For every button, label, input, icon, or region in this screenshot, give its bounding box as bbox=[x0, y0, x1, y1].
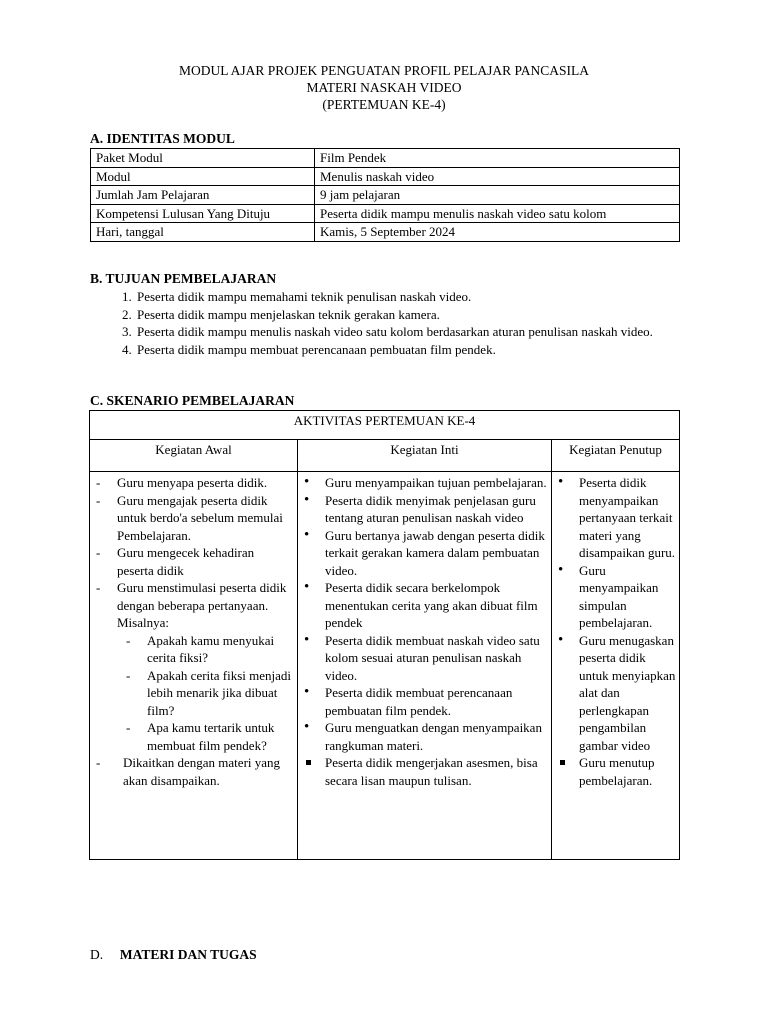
list-item bbox=[552, 754, 677, 789]
table-row bbox=[91, 204, 680, 223]
kegiatan-awal-sublist bbox=[117, 632, 293, 755]
list-item-text: Peserta didik mengerjakan asesmen, bisa secara lisan maupun tulisan. bbox=[325, 755, 538, 788]
kegiatan-penutup-list bbox=[552, 474, 679, 754]
list-item: • Peserta didik membuat perencanaan pembuatan film pendek. bbox=[298, 684, 547, 719]
list-item-text: Guru menstimulasi peserta didik dengan beberapa pertanyaan. Misalnya: bbox=[117, 580, 287, 630]
list-item: • Peserta didik secara berkelompok menentukan cerita yang akan dibuat film pendek bbox=[298, 579, 547, 632]
square-bullet-icon bbox=[560, 760, 565, 765]
identitas-key: Kompetensi Lulusan Yang Dituju bbox=[91, 204, 315, 223]
list-item: • Guru menguatkan dengan menyampaikan rangkuman materi. bbox=[298, 719, 547, 754]
section-b-heading: B. TUJUAN PEMBELAJARAN bbox=[90, 271, 277, 286]
list-item: - Guru menyapa peserta didik. bbox=[90, 474, 293, 492]
identitas-key: Hari, tanggal bbox=[91, 223, 315, 242]
identitas-value: Film Pendek bbox=[315, 149, 680, 168]
section-c-heading: C. SKENARIO PEMBELAJARAN bbox=[90, 393, 295, 408]
skenario-table bbox=[89, 410, 680, 860]
kegiatan-inti-list-2 bbox=[298, 754, 551, 789]
section-d-letter: D. bbox=[90, 947, 104, 962]
table-row bbox=[91, 186, 680, 205]
doc-title-line3: (PERTEMUAN KE-4) bbox=[322, 97, 446, 112]
list-item: • Peserta didik menyimak penjelasan guru tentang aturan penulisan naskah video bbox=[298, 492, 547, 527]
list-item: - Apakah kamu menyukai cerita fiksi? bbox=[117, 632, 293, 667]
list-item: - Guru mengecek kehadiran peserta didik bbox=[90, 544, 293, 579]
list-item: - Apakah cerita fiksi menjadi lebih menarik jika dibuat film? bbox=[117, 667, 293, 720]
identitas-key: Paket Modul bbox=[91, 149, 315, 168]
kegiatan-awal-list bbox=[90, 474, 297, 789]
identitas-value: Menulis naskah video bbox=[315, 167, 680, 186]
column-header-penutup: Kegiatan Penutup bbox=[552, 440, 680, 472]
identitas-table bbox=[90, 148, 680, 242]
kegiatan-penutup-cell bbox=[552, 472, 680, 860]
kegiatan-inti-cell bbox=[298, 472, 552, 860]
list-item: 3. Peserta didik mampu menulis naskah video satu kolom berdasarkan aturan penulisan naskah video. bbox=[135, 323, 680, 341]
list-item: 4. Peserta didik mampu membuat perencanaan pembuatan film pendek. bbox=[135, 341, 680, 359]
section-d-title: MATERI DAN TUGAS bbox=[119, 947, 257, 962]
section-d-heading bbox=[90, 946, 257, 964]
list-item: • Guru bertanya jawab dengan peserta didik terkait gerakan kamera dalam pembuatan video. bbox=[298, 527, 547, 580]
list-item: 1. Peserta didik mampu memahami teknik penulisan naskah video. bbox=[135, 288, 680, 306]
kegiatan-penutup-list-2 bbox=[552, 754, 679, 789]
list-item: • Guru menyampaikan simpulan pembelajaran. bbox=[552, 562, 677, 632]
list-item: - Dikaitkan dengan materi yang akan disampaikan. bbox=[90, 754, 293, 789]
list-item: • Guru menyampaikan tujuan pembelajaran. bbox=[298, 474, 547, 492]
list-item: - Apa kamu tertarik untuk membuat film pendek? bbox=[117, 719, 293, 754]
list-item bbox=[90, 579, 293, 754]
kegiatan-inti-list bbox=[298, 474, 551, 754]
doc-title-line2: MATERI NASKAH VIDEO bbox=[306, 80, 462, 95]
table-row bbox=[91, 167, 680, 186]
doc-title-line1: MODUL AJAR PROJEK PENGUATAN PROFIL PELAJAR PANCASILA bbox=[179, 63, 589, 78]
list-item: • Guru menugaskan peserta didik untuk menyiapkan alat dan perlengkapan pengambilan gambar video bbox=[552, 632, 677, 755]
square-bullet-icon bbox=[306, 760, 311, 765]
table-row bbox=[91, 149, 680, 168]
section-a-heading: A. IDENTITAS MODUL bbox=[90, 131, 235, 146]
table-row bbox=[91, 223, 680, 242]
list-item: - Guru mengajak peserta didik untuk berdo'a sebelum memulai Pembelajaran. bbox=[90, 492, 293, 545]
skenario-caption: AKTIVITAS PERTEMUAN KE-4 bbox=[90, 411, 680, 440]
list-item: 2. Peserta didik mampu menjelaskan teknik gerakan kamera. bbox=[135, 306, 680, 324]
tujuan-list bbox=[90, 288, 680, 358]
list-item bbox=[298, 754, 547, 789]
column-header-awal: Kegiatan Awal bbox=[90, 440, 298, 472]
identitas-key: Jumlah Jam Pelajaran bbox=[91, 186, 315, 205]
identitas-value: Peserta didik mampu menulis naskah video satu kolom bbox=[315, 204, 680, 223]
identitas-value: 9 jam pelajaran bbox=[315, 186, 680, 205]
column-header-inti: Kegiatan Inti bbox=[298, 440, 552, 472]
list-item-text: Guru menutup pembelajaran. bbox=[579, 755, 655, 788]
kegiatan-awal-cell bbox=[90, 472, 298, 860]
list-item: • Peserta didik membuat naskah video satu kolom sesuai aturan penulisan naskah video. bbox=[298, 632, 547, 685]
list-item: • Peserta didik menyampaikan pertanyaan terkait materi yang disampaikan guru. bbox=[552, 474, 677, 562]
identitas-value: Kamis, 5 September 2024 bbox=[315, 223, 680, 242]
identitas-key: Modul bbox=[91, 167, 315, 186]
